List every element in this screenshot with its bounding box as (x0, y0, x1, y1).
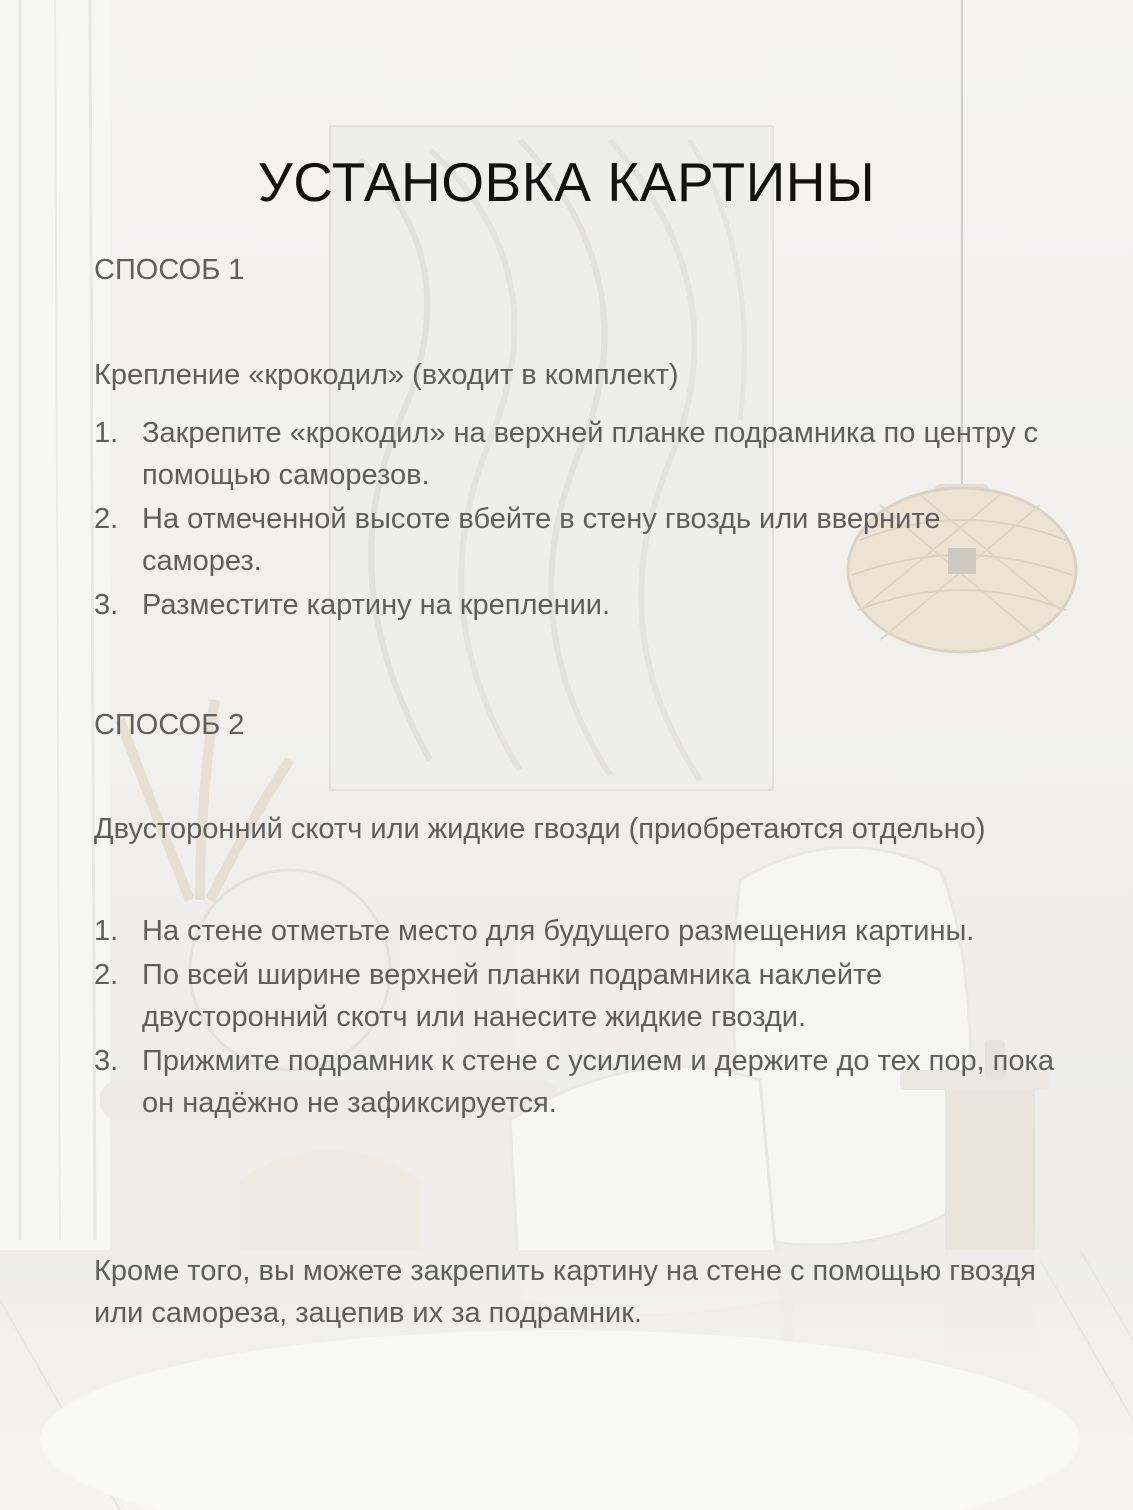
closing-note: Кроме того, вы можете закрепить картину на стене с помощью гвоздя или самореза, зацепив их за подрамник. (94, 1255, 1036, 1329)
list-item (94, 498, 1054, 582)
step-number: 2. (94, 959, 119, 991)
step-text: Прижмите подрамник к стене с усилием и держите до тех пор, пока он надёжно не зафиксируется. (142, 1045, 1054, 1119)
step-text: По всей ширине верхней планки подрамника наклейте двусторонний скотч или нанесите жидкие гвозди. (142, 959, 883, 1033)
method1-steps (94, 412, 1054, 628)
step-number: 1. (94, 915, 119, 947)
page-title: УСТАНОВКА КАРТИНЫ (257, 151, 876, 213)
list-item (94, 584, 1054, 626)
method1-heading: СПОСОБ 1 (94, 254, 245, 286)
method1-subtitle: Крепление «крокодил» (входит в комплект) (94, 359, 679, 391)
step-text: На стене отметьте место для будущего размещения картины. (142, 915, 975, 947)
method2-steps (94, 910, 1054, 1126)
step-text: Разместите картину на креплении. (142, 589, 611, 621)
step-number: 3. (94, 1045, 119, 1077)
step-text: Закрепите «крокодил» на верхней планке подрамника по центру с помощью саморезов. (142, 417, 1039, 491)
list-item (94, 412, 1054, 496)
step-number: 3. (94, 589, 119, 621)
step-number: 1. (94, 417, 119, 449)
list-item (94, 1040, 1054, 1124)
list-item (94, 910, 1054, 952)
step-number: 2. (94, 503, 119, 535)
step-text: На отмеченной высоте вбейте в стену гвоздь или вверните саморез. (142, 503, 941, 577)
method2-subtitle: Двусторонний скотч или жидкие гвозди (приобретаются отдельно) (94, 813, 986, 845)
method2-heading: СПОСОБ 2 (94, 709, 245, 741)
list-item (94, 954, 1054, 1038)
